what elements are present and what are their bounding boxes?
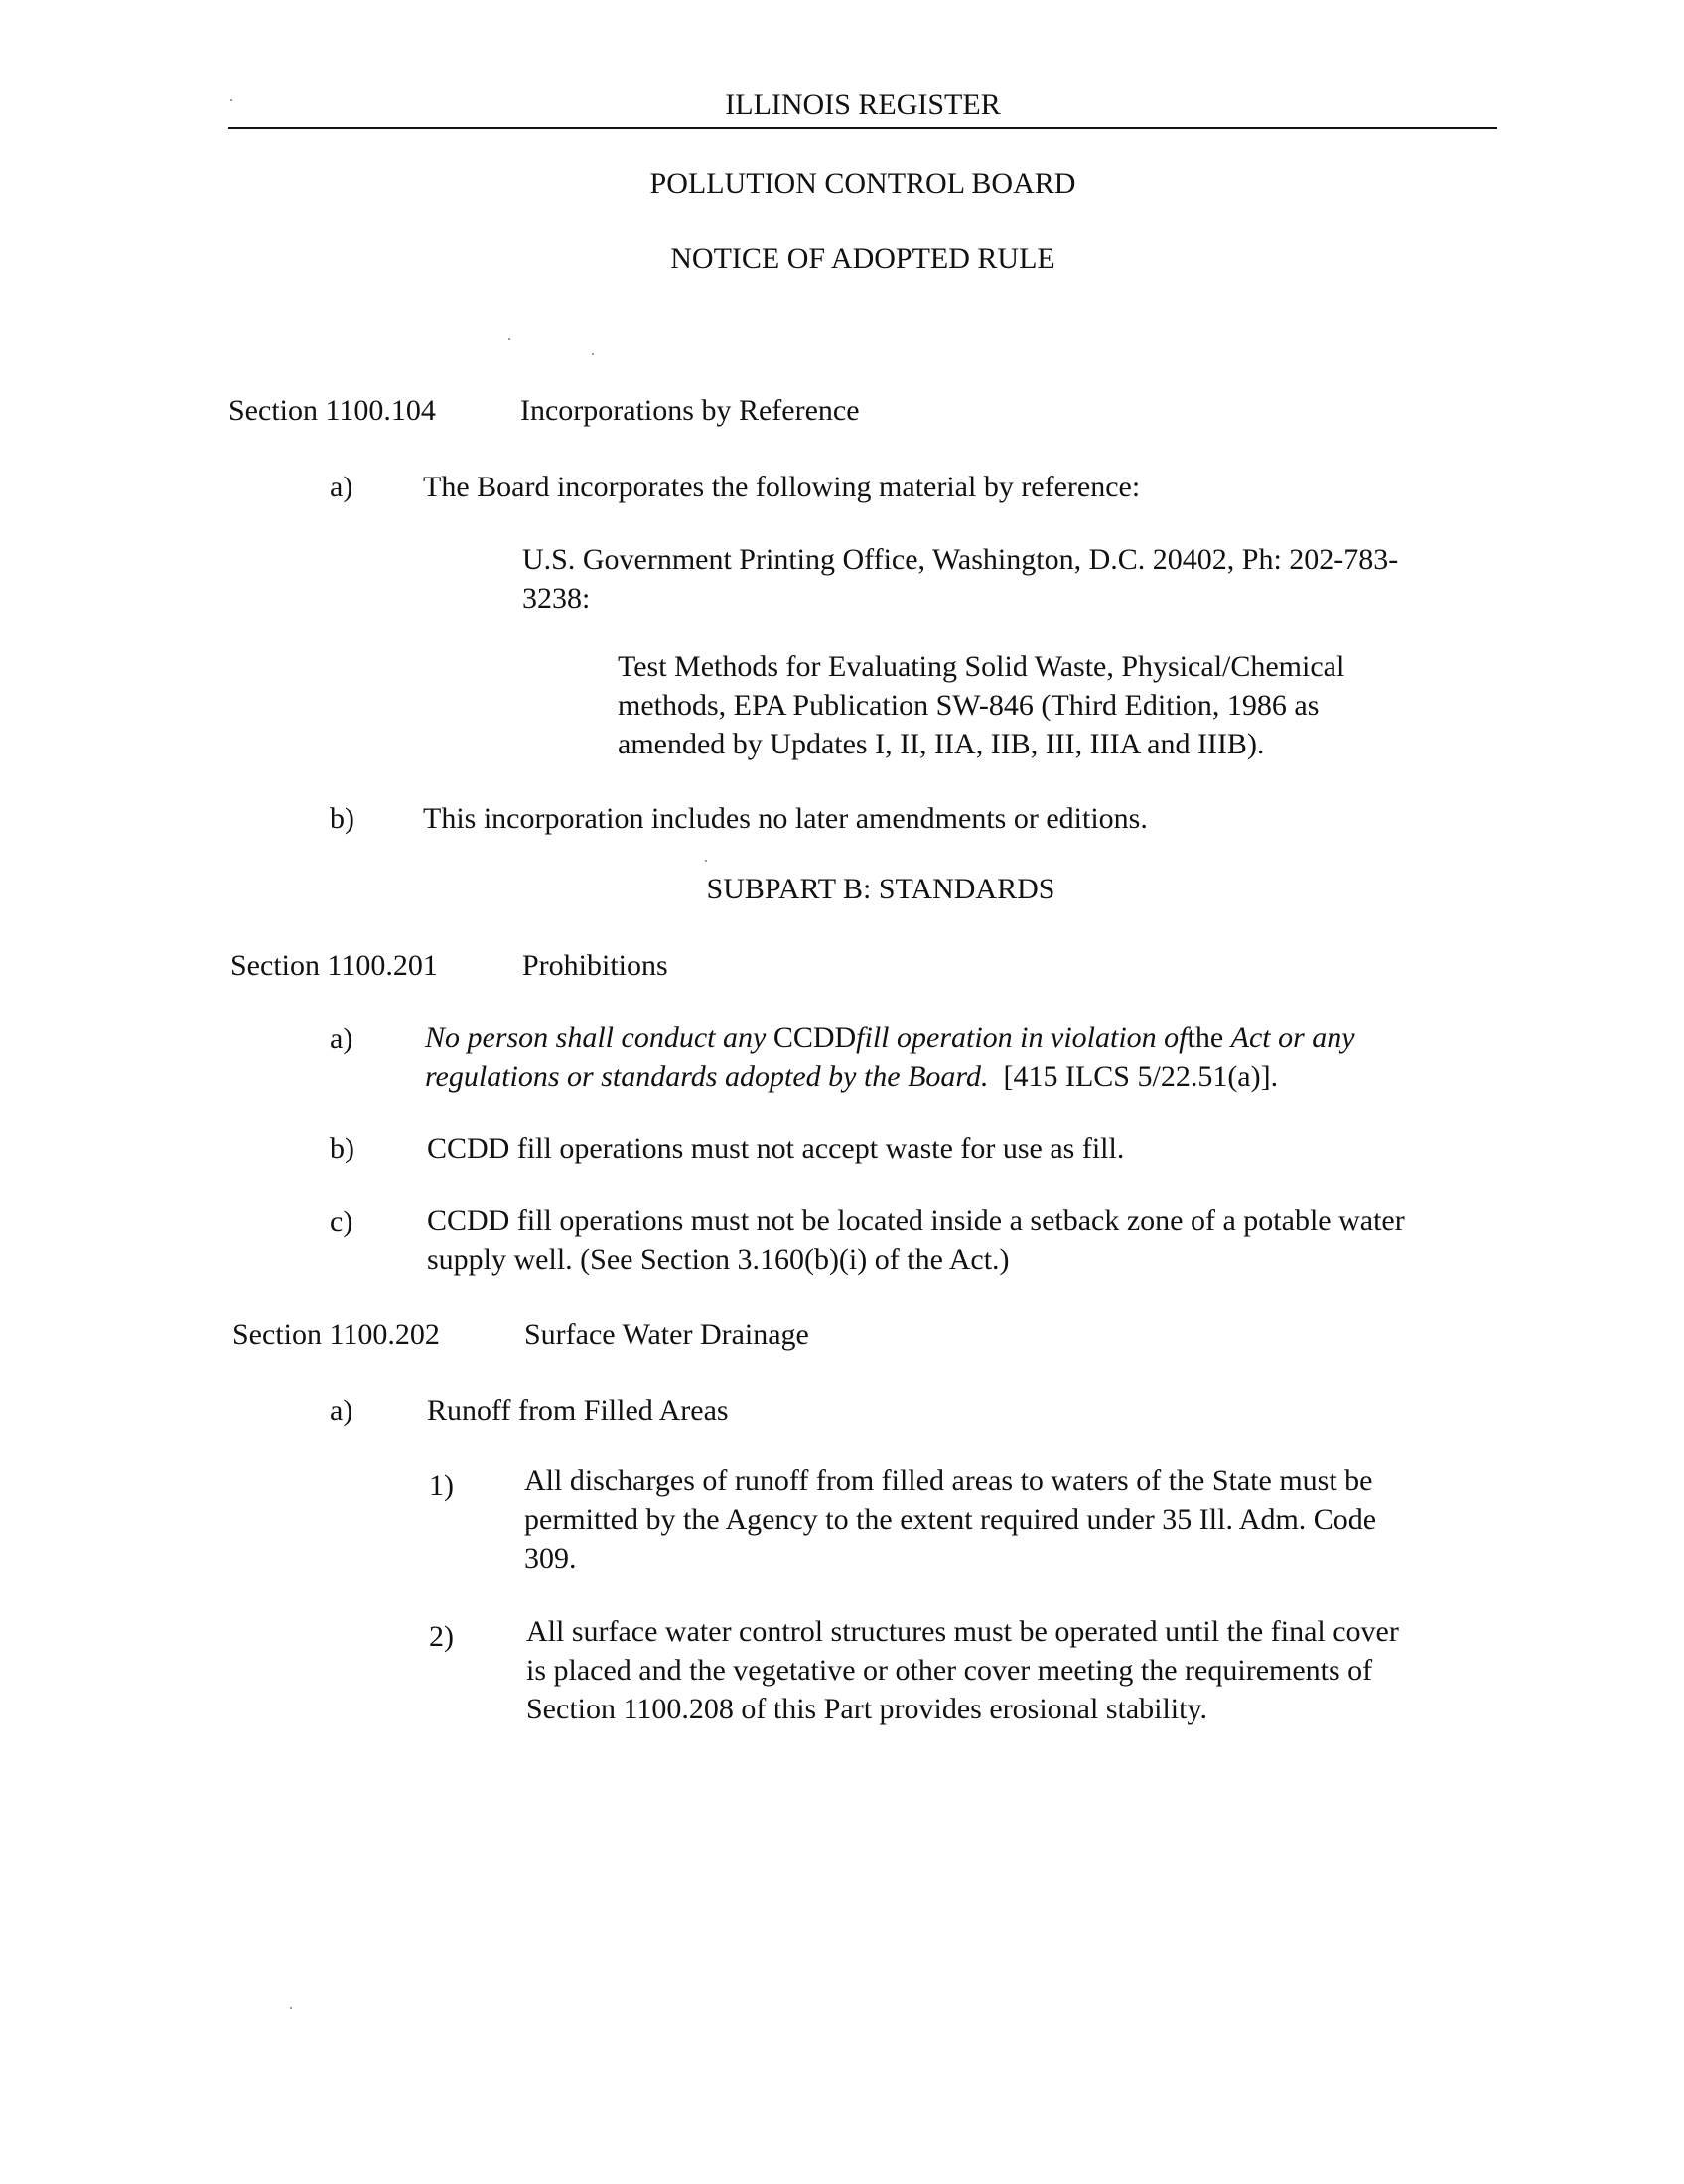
section-201-a-label: a)	[330, 1023, 353, 1055]
item-2-label: 2)	[429, 1620, 454, 1653]
reference-line: Test Methods for Evaluating Solid Waste, Physical/Chemical	[618, 650, 1345, 683]
statute-term: the	[1187, 1022, 1224, 1054]
section-201-a-text	[425, 1019, 1355, 1096]
item-2-text	[526, 1612, 1399, 1728]
header-rule	[228, 127, 1497, 129]
section-104-b-label: b)	[330, 802, 354, 835]
text-line: permitted by the Agency to the extent required under 35 Ill. Adm. Code	[524, 1503, 1377, 1536]
statute-quote: regulations or standards adopted by the Board.	[425, 1060, 989, 1093]
reference-title	[618, 647, 1344, 763]
text-line: is placed and the vegetative or other cover meeting the requirements of	[526, 1654, 1373, 1687]
section-202-number: Section 1100.202	[232, 1318, 440, 1351]
text-line: Section 1100.208 of this Part provides erosional stability.	[526, 1693, 1208, 1725]
statute-line-2	[425, 1057, 1355, 1096]
scan-speck	[290, 2007, 292, 2009]
text-line: 309.	[524, 1542, 577, 1574]
reference-line: methods, EPA Publication SW-846 (Third Edition, 1986 as	[618, 689, 1320, 722]
section-201-b-text: CCDD fill operations must not accept waste for use as fill.	[427, 1132, 1125, 1164]
text-line: All discharges of runoff from filled areas to waters of the State must be	[524, 1464, 1373, 1497]
section-201-c-text	[427, 1201, 1405, 1279]
section-202-a-label: a)	[330, 1394, 353, 1427]
text-line: All surface water control structures must be operated until the final cover	[526, 1615, 1399, 1648]
register-header: ILLINOIS REGISTER	[725, 88, 1001, 121]
scan-speck	[592, 353, 594, 355]
statute-quote: No person shall conduct any	[425, 1022, 767, 1054]
source-line: 3238:	[522, 582, 591, 614]
statute-line-1	[425, 1019, 1355, 1057]
statute-quote: fill operation in violation of	[856, 1022, 1188, 1054]
item-1-text	[524, 1461, 1376, 1577]
section-202-a-text: Runoff from Filled Areas	[427, 1394, 729, 1427]
statute-term: CCDD	[772, 1022, 857, 1054]
section-104-title: Incorporations by Reference	[520, 394, 860, 427]
section-201-title: Prohibitions	[522, 949, 668, 982]
section-201-c-label: c)	[330, 1205, 353, 1238]
scan-speck	[230, 99, 232, 101]
statute-citation: [415 ILCS 5/22.51(a)].	[1003, 1060, 1279, 1093]
section-104-number: Section 1100.104	[228, 394, 436, 427]
section-202-title: Surface Water Drainage	[524, 1318, 809, 1351]
section-201-b-label: b)	[330, 1132, 354, 1164]
section-104-b-text: This incorporation includes no later amendments or editions.	[423, 802, 1148, 835]
section-201-number: Section 1100.201	[230, 949, 438, 982]
scan-speck	[508, 338, 510, 340]
scan-speck	[705, 860, 707, 862]
item-1-label: 1)	[429, 1469, 454, 1502]
section-104-a-label: a)	[330, 471, 353, 503]
subpart-heading: SUBPART B: STANDARDS	[706, 873, 1055, 905]
reference-line: amended by Updates I, II, IIA, IIB, III, IIIA and IIIB).	[618, 728, 1265, 760]
board-name: POLLUTION CONTROL BOARD	[649, 167, 1076, 200]
text-line: supply well. (See Section 3.160(b)(i) of the Act.)	[427, 1243, 1010, 1276]
notice-title: NOTICE OF ADOPTED RULE	[670, 242, 1055, 275]
source-citation	[522, 540, 1398, 617]
source-line: U.S. Government Printing Office, Washington, D.C. 20402, Ph: 202-783-	[522, 543, 1399, 576]
section-104-a-text: The Board incorporates the following material by reference:	[423, 471, 1141, 503]
statute-quote: Act or any	[1230, 1022, 1355, 1054]
text-line: CCDD fill operations must not be located inside a setback zone of a potable water	[427, 1204, 1405, 1237]
